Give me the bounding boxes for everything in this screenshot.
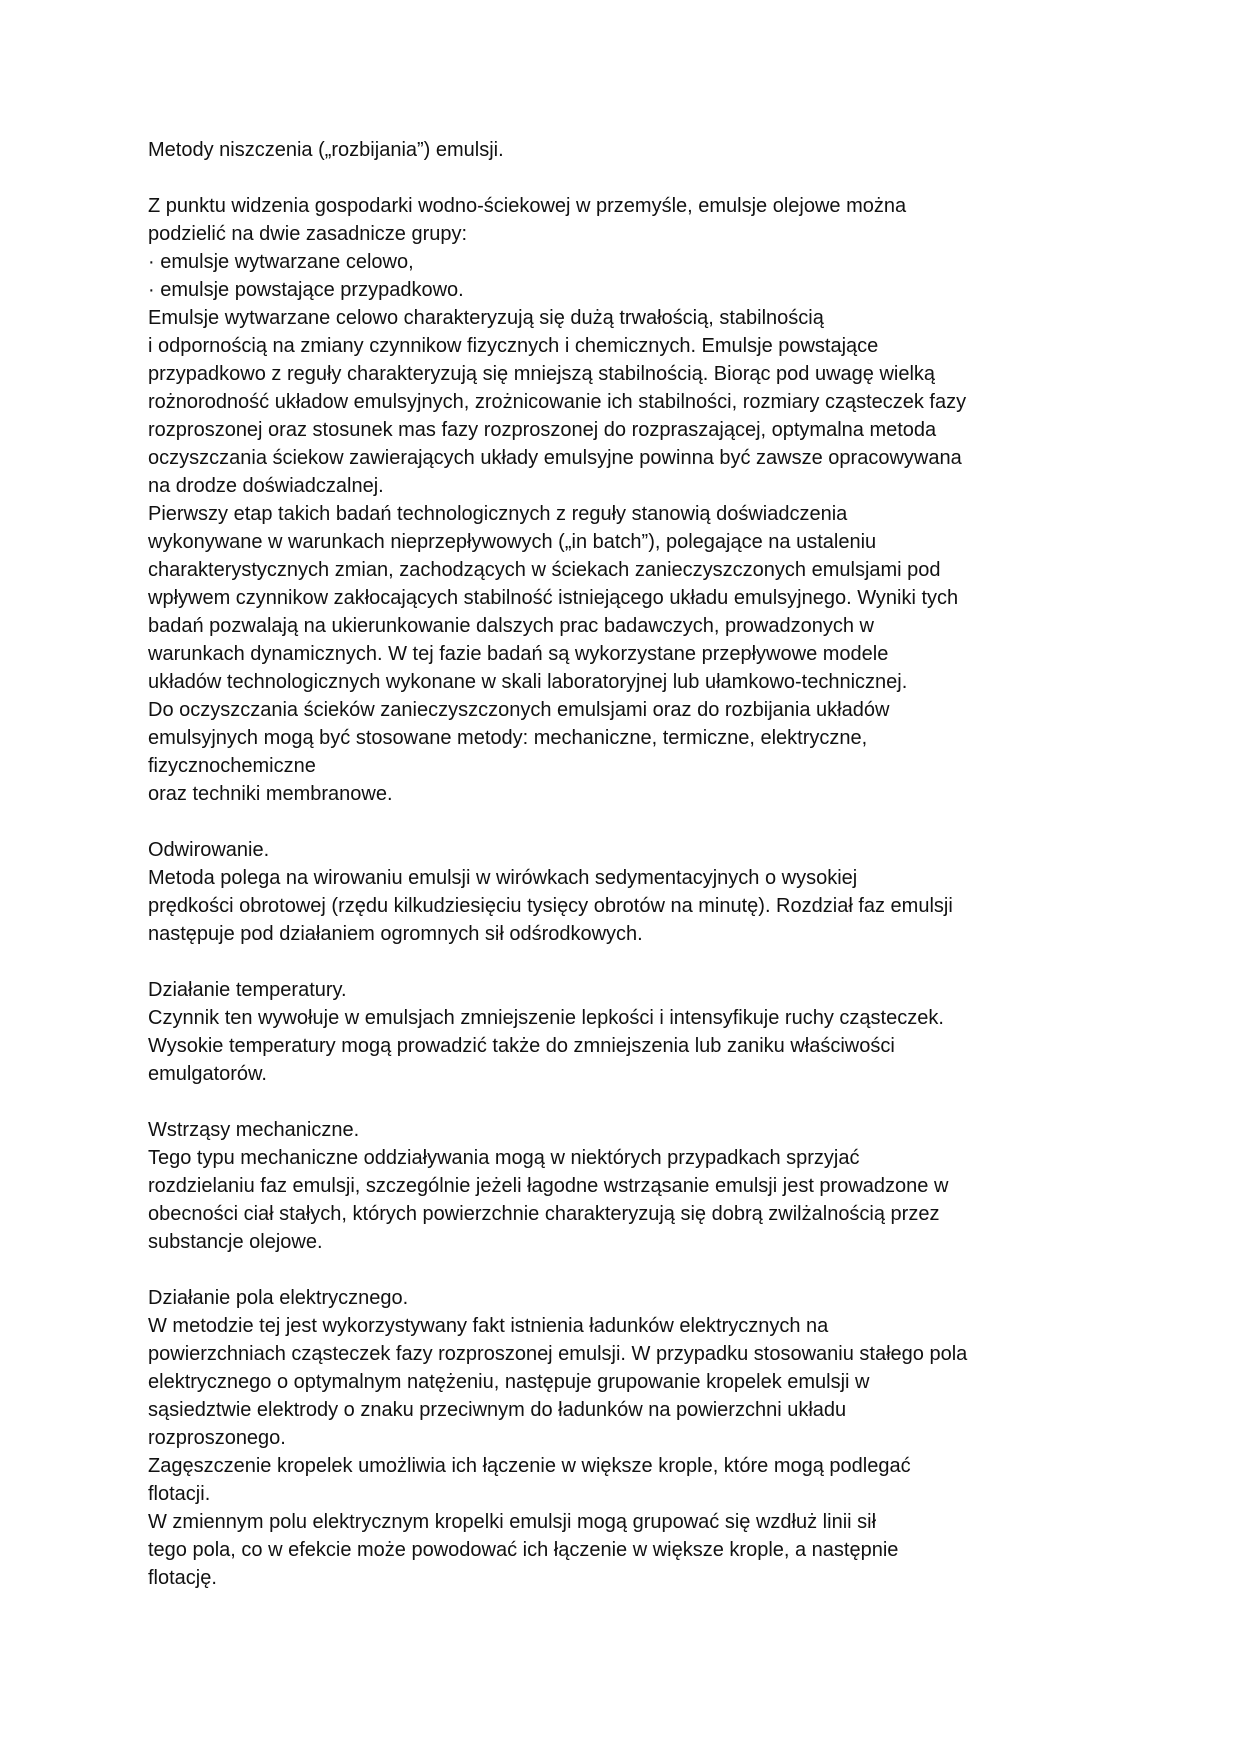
paragraph-gap <box>148 948 1048 976</box>
section-line: prędkości obrotowej (rzędu kilkudziesięciu tysięcy obrotów na minutę). Rozdział faz emulsji <box>148 895 953 917</box>
intro-line: Z punktu widzenia gospodarki wodno-ściekowej w przemyśle, emulsje olejowe można <box>148 195 907 217</box>
section-line: flotacji. <box>148 1483 211 1505</box>
intro-line: Do oczyszczania ścieków zanieczyszczonych emulsjami oraz do rozbijania układów <box>148 699 890 721</box>
intro-line: · emulsje wytwarzane celowo, <box>148 251 414 273</box>
section-line: tego pola, co w efekcie może powodować ich łączenie w większe krople, a następnie <box>148 1539 899 1561</box>
section-line: emulgatorów. <box>148 1063 267 1085</box>
section-heading: Działanie pola elektrycznego. <box>148 1287 409 1309</box>
section-line: sąsiedztwie elektrody o znaku przeciwnym do ładunków na powierzchni układu <box>148 1399 847 1421</box>
intro-line: wpływem czynnikow zakłocających stabilność istniejącego układu emulsyjnego. Wyniki tych <box>148 587 959 609</box>
intro-line: badań pozwalają na ukierunkowanie dalszych prac badawczych, prowadzonych w <box>148 615 874 637</box>
section-line: substancje olejowe. <box>148 1231 323 1253</box>
section-wstrzasy <box>148 1116 1048 1256</box>
paragraph-gap <box>148 1256 1048 1284</box>
section-line: Wysokie temperatury mogą prowadzić także do zmniejszenia lub zaniku właściwości <box>148 1035 895 1057</box>
section-line: rozproszonego. <box>148 1427 286 1449</box>
intro-line: emulsyjnych mogą być stosowane metody: mechaniczne, termiczne, elektryczne, <box>148 727 868 749</box>
intro-line: i odpornością na zmiany czynnikow fizycznych i chemicznych. Emulsje powstające <box>148 335 879 357</box>
intro-line: oczyszczania ściekow zawierających układy emulsyjne powinna być zawsze opracowywana <box>148 447 962 469</box>
section-line: obecności ciał stałych, których powierzchnie charakteryzują się dobrą zwilżalnością przez <box>148 1203 940 1225</box>
section-line: Metoda polega na wirowaniu emulsji w wirówkach sedymentacyjnych o wysokiej <box>148 867 858 889</box>
intro-line: na drodze doświadczalnej. <box>148 475 384 497</box>
intro-line: wykonywane w warunkach nieprzepływowych („in batch”), polegające na ustaleniu <box>148 531 877 553</box>
intro-line: podzielić na dwie zasadnicze grupy: <box>148 223 468 245</box>
section-line: rozdzielaniu faz emulsji, szczególnie jeżeli łagodne wstrząsanie emulsji jest prowadzone w <box>148 1175 949 1197</box>
paragraph-gap <box>148 808 1048 836</box>
section-line: W zmiennym polu elektrycznym kropelki emulsji mogą grupować się wzdłuż linii sił <box>148 1511 877 1533</box>
intro-line: przypadkowo z reguły charakteryzują się mniejszą stabilnością. Biorąc pod uwagę wielką <box>148 363 936 385</box>
section-line: powierzchniach cząsteczek fazy rozproszonej emulsji. W przypadku stosowaniu stałego pola <box>148 1343 968 1365</box>
section-line: flotację. <box>148 1567 217 1589</box>
document-page <box>148 136 1048 1592</box>
intro-line: charakterystycznych zmian, zachodzących w ściekach zanieczyszczonych emulsjami pod <box>148 559 941 581</box>
intro-line: warunkach dynamicznych. W tej fazie badań są wykorzystane przepływowe modele <box>148 643 889 665</box>
intro-line: fizycznochemiczne <box>148 755 316 777</box>
intro-line: Emulsje wytwarzane celowo charakteryzują się dużą trwałością, stabilnością <box>148 307 824 329</box>
intro-paragraph <box>148 192 1048 808</box>
paragraph-gap <box>148 1088 1048 1116</box>
section-line: Tego typu mechaniczne oddziaływania mogą w niektórych przypadkach sprzyjać <box>148 1147 860 1169</box>
section-heading: Działanie temperatury. <box>148 979 347 1001</box>
intro-line: oraz techniki membranowe. <box>148 783 393 805</box>
intro-line: rożnorodność układow emulsyjnych, zrożnicowanie ich stabilności, rozmiary cząsteczek fazy <box>148 391 967 413</box>
section-line: Czynnik ten wywołuje w emulsjach zmniejszenie lepkości i intensyfikuje ruchy cząsteczek. <box>148 1007 944 1029</box>
paragraph-gap <box>148 164 1048 192</box>
intro-line: rozproszonej oraz stosunek mas fazy rozproszonej do rozpraszającej, optymalna metoda <box>148 419 937 441</box>
section-heading: Odwirowanie. <box>148 839 270 861</box>
section-line: następuje pod działaniem ogromnych sił odśrodkowych. <box>148 923 643 945</box>
intro-line: · emulsje powstające przypadkowo. <box>148 279 464 301</box>
section-odwirowanie <box>148 836 1048 948</box>
section-pole-elektryczne <box>148 1284 1048 1592</box>
section-line: elektrycznego o optymalnym natężeniu, następuje grupowanie kropelek emulsji w <box>148 1371 870 1393</box>
section-line: W metodzie tej jest wykorzystywany fakt istnienia ładunków elektrycznych na <box>148 1315 829 1337</box>
section-temperatura <box>148 976 1048 1088</box>
section-heading: Wstrząsy mechaniczne. <box>148 1119 360 1141</box>
document-title: Metody niszczenia („rozbijania”) emulsji. <box>148 139 504 161</box>
section-line: Zagęszczenie kropelek umożliwia ich łączenie w większe krople, które mogą podlegać <box>148 1455 911 1477</box>
intro-line: Pierwszy etap takich badań technologicznych z reguły stanowią doświadczenia <box>148 503 848 525</box>
intro-line: układów technologicznych wykonane w skali laboratoryjnej lub ułamkowo-technicznej. <box>148 671 908 693</box>
